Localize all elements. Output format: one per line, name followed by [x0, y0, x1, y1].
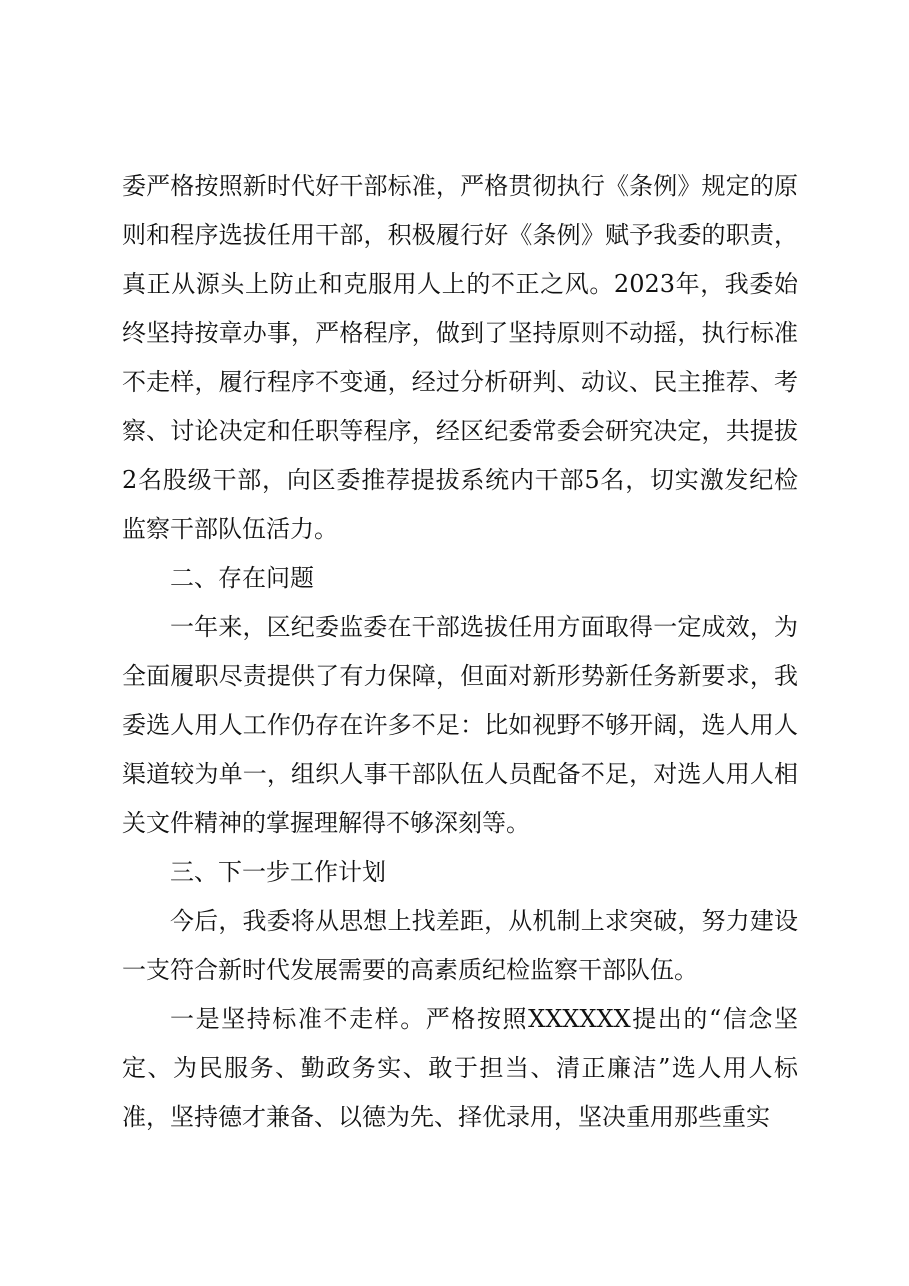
section-heading-problems: 二、存在问题 [170, 564, 314, 592]
document-body [122, 162, 798, 1142]
paragraph-next-steps-intro: 今后，我委将从思想上找差距，从机制上求突破，努力建设一支符合新时代发展需要的高素质纪检监察干部队伍。 [122, 907, 798, 984]
paragraph-standard-adherence: 一是坚持标准不走样。严格按照XXXXXX提出的“信念坚定、为民服务、勤政务实、敢于担当、清正廉洁”选人用人标准，坚持德才兼备、以德为先、择优录用，坚决重用那些重实 [122, 1005, 798, 1131]
paragraph-problems: 一年来，区纪委监委在干部选拔任用方面取得一定成效，为全面履职尽责提供了有力保障，但面对新形势新任务新要求，我委选人用人工作仍存在许多不足：比如视野不够开阔，选人用人渠道较为单一，组织人事干部队伍人员配备不足，对选人用人相关文件精神的掌握理解得不够深刻等。 [122, 613, 798, 837]
paragraph-selection-principles: 委严格按照新时代好干部标准，严格贯彻执行《条例》规定的原则和程序选拔任用干部，积极履行好《条例》赋予我委的职责，真正从源头上防止和克服用人上的不正之风。2023年，我委始终坚持按章办事，严格程序，做到了坚持原则不动摇，执行标准不走样，履行程序不变通，经过分析研判、动议、民主推荐、考察、讨论决定和任职等程序，经区纪委常委会研究决定，共提拔2名股级干部，向区委推荐提拔系统内干部5名，切实激发纪检监察干部队伍活力。 [122, 172, 798, 543]
section-heading-next-steps: 三、下一步工作计划 [170, 858, 386, 886]
